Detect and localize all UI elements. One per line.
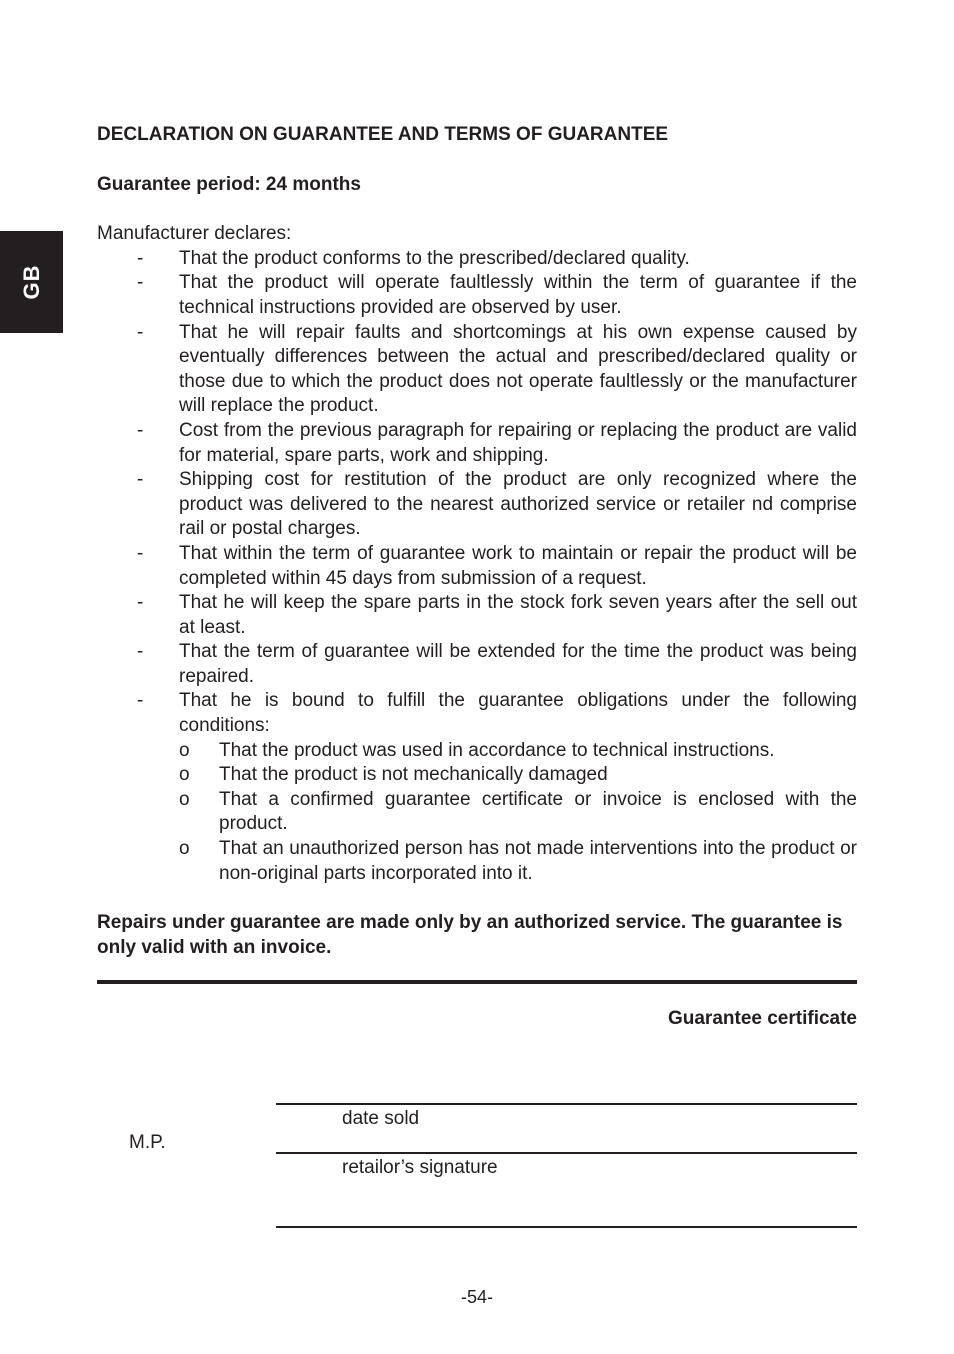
stamp-label: M.P. xyxy=(129,1132,166,1153)
dash-marker: - xyxy=(137,272,144,294)
signature-label: retailor’s signature xyxy=(342,1157,498,1178)
list-item xyxy=(97,419,857,468)
document-title: DECLARATION ON GUARANTEE AND TERMS OF GUARANTEE xyxy=(97,124,669,145)
list-item-text: That the term of guarantee will be extended for the time the product was being repaired. xyxy=(179,641,857,687)
condition-item xyxy=(179,739,857,764)
final-note: Repairs under guarantee are made only by an authorized service. The guarantee is only valid with an invoice. xyxy=(97,912,843,958)
list-item-text: That he is bound to fulfill the guarantee obligations under the following conditions: xyxy=(179,690,857,737)
list-item-text: Cost from the previous paragraph for repairing or replacing the product are valid for material, spare parts, work and shipping. xyxy=(179,419,857,466)
circle-marker: o xyxy=(179,788,190,810)
condition-text: That the product was used in accordance to technical instructions. xyxy=(219,739,775,761)
page-number: -54- xyxy=(460,1287,493,1307)
condition-text: That the product is not mechanically damaged xyxy=(219,764,608,786)
list-item-text: Shipping cost for restitution of the product are only recognized where the product was delivered to the nearest authorized service or retailer nd comprise rail or postal charges. xyxy=(179,469,857,540)
dash-marker: - xyxy=(137,542,144,564)
condition-item xyxy=(179,788,857,837)
list-item-text: That he will repair faults and shortcomings at his own expense caused by eventually differences between the actual and prescribed/declared quality or those due to which the product does not operate faultlessly or the manufacturer will replace the product. xyxy=(179,321,857,417)
date-sold-line xyxy=(276,1103,857,1105)
condition-item xyxy=(179,837,857,886)
declaration-list xyxy=(97,247,857,886)
guarantee-period: Guarantee period: 24 months xyxy=(97,173,361,195)
section-divider xyxy=(97,980,857,984)
signature-line xyxy=(276,1152,857,1154)
circle-marker: o xyxy=(179,838,190,860)
condition-text: That an unauthorized person has not made interventions into the product or non-original parts incorporated into it. xyxy=(219,838,857,884)
dash-marker: - xyxy=(137,419,144,441)
conditions-list xyxy=(179,739,857,887)
dash-marker: - xyxy=(137,592,144,614)
intro-text: Manufacturer declares: xyxy=(97,223,292,245)
list-item xyxy=(97,321,857,419)
language-tab-label: GB xyxy=(18,264,44,300)
circle-marker: o xyxy=(179,764,190,786)
dash-marker: - xyxy=(137,321,144,343)
circle-marker: o xyxy=(179,739,190,761)
list-item xyxy=(97,591,857,640)
list-item xyxy=(97,542,857,591)
list-item-text: That he will keep the spare parts in the stock fork seven years after the sell out at least. xyxy=(179,592,857,638)
date-sold-label: date sold xyxy=(342,1108,420,1129)
dash-marker: - xyxy=(137,247,144,269)
language-tab xyxy=(0,231,63,333)
list-item xyxy=(97,689,857,886)
dash-marker: - xyxy=(137,690,144,712)
list-item xyxy=(97,468,857,542)
dash-marker: - xyxy=(137,469,144,491)
guarantee-declaration xyxy=(97,123,857,960)
list-item-text: That within the term of guarantee work to maintain or repair the product will be completed within 45 days from submission of a request. xyxy=(179,542,857,589)
certificate-title: Guarantee certificate xyxy=(667,1008,857,1029)
list-item xyxy=(97,247,857,272)
list-item-text: That the product will operate faultlessly within the term of guarantee if the technical instructions provided are observed by user. xyxy=(179,272,857,318)
blank-line xyxy=(276,1226,857,1228)
dash-marker: - xyxy=(137,641,144,663)
condition-item xyxy=(179,763,857,788)
list-item xyxy=(97,271,857,320)
condition-text: That a confirmed guarantee certificate or invoice is enclosed with the product. xyxy=(219,788,857,835)
list-item xyxy=(97,640,857,689)
list-item-text: That the product conforms to the prescribed/declared quality. xyxy=(179,247,690,269)
